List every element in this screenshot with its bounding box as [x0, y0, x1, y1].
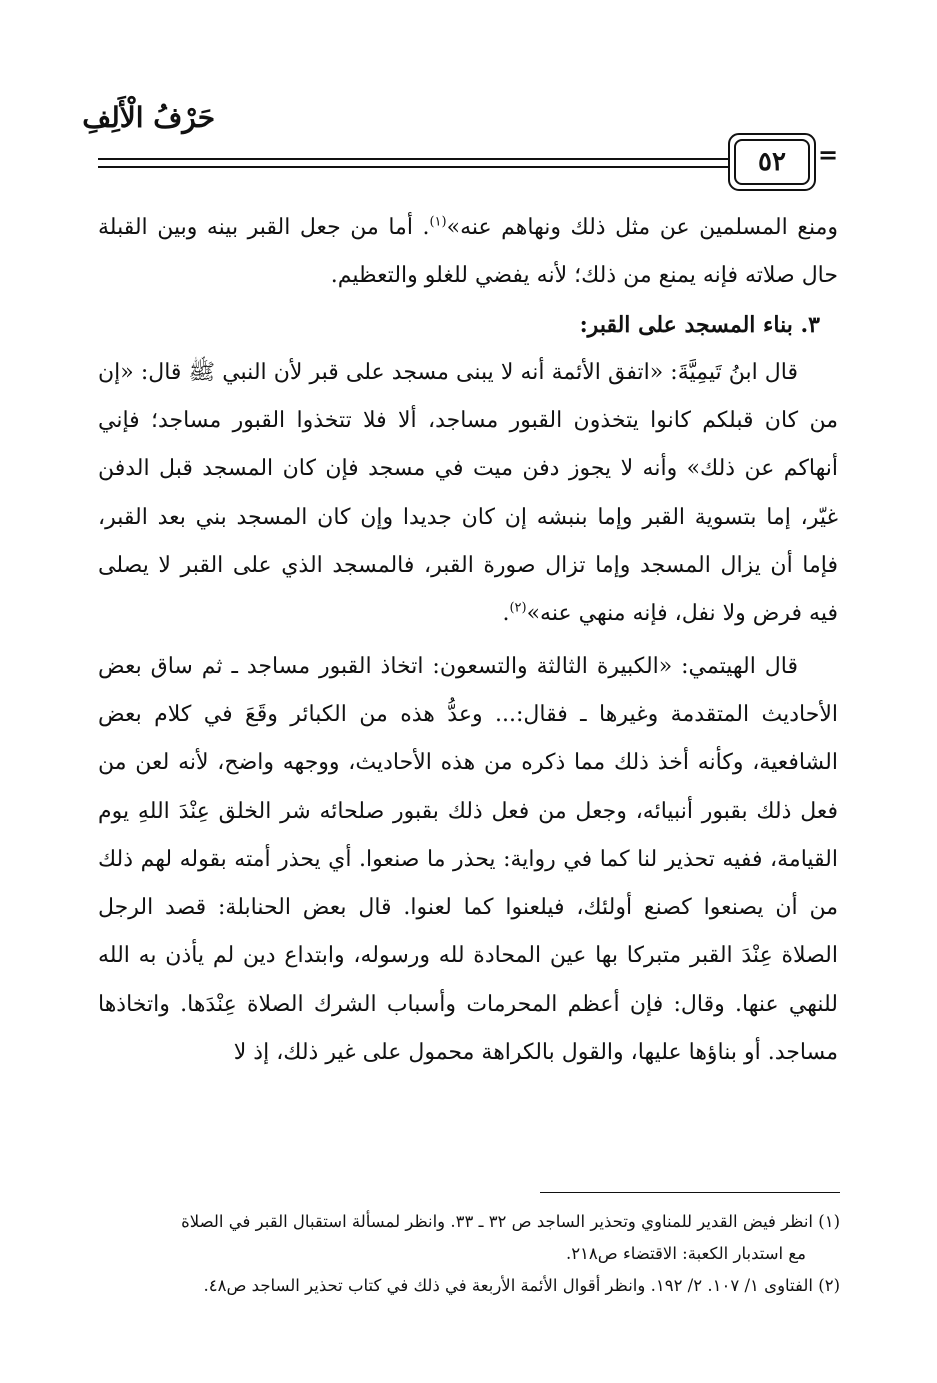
footnote-1: (١) انظر فيض القدير للمناوي وتحذير الساجد ص ٣٢ ـ ٣٣. وانظر لمسألة استقبال القبر في الصلاة: [181, 1212, 840, 1231]
paragraph-2-text: قال ابنُ تَيمِيَّةَ: «اتفق الأئمة أنه لا يبنى مسجد على قبر لأن النبي ﷺ قال: «إن من كان قبلكم كانوا يتخذون القبور مساجد، ألا فلا تتخذوا القبور مساجد؛ فإني أنهاكم عن ذلك» وأنه لا يجوز دفن ميت في مسجد فإن كان المسجد قبل الدفن غيّر، إما بتسوية القبر وإما بنبشه إن كان جديدا وإن كان المسجد بني بعد القبر، فإما أن يزال المسجد وإما تزال صورة القبر، فالمسجد الذي على القبر لا يصلى فيه فرض ولا نفل، فإنه منهي عنه»: [98, 359, 838, 627]
footnotes: [98, 1206, 840, 1302]
header-rule: [98, 158, 729, 168]
paragraph-1-text-b: . أما من جعل القبر بينه وبين القبلة حال صلاته فإنه يمنع من ذلك؛ لأنه يفضي للغلو والتعظيم.: [98, 215, 838, 289]
body-text: [98, 204, 838, 1077]
header-corner-mark: =: [818, 140, 839, 169]
footnote-ref-1[interactable]: (١): [429, 214, 447, 230]
paragraph-3: قال الهيتمي: «الكبيرة الثالثة والتسعون: اتخاذ القبور مساجد ـ ثم ساق بعض الأحاديث المتقدمة وغيرها ـ فقال:... وعدُّ هذه من الكبائر وقَعَ في كلام بعض الشافعية، وكأنه أخذ ذلك مما ذكره من هذه الأحاديث، ووجهه واضح، لأنه لعن من فعل ذلك بقبور أنبيائه، وجعل من فعل ذلك بقبور صلحائه شر الخلق عِنْدَ اللهِ يوم القيامة، ففيه تحذير لنا كما في رواية: يحذر ما صنعوا. أي يحذر أمته بقوله لهم ذلك من أن يصنعوا كصنع أولئك، فيلعنوا كما لعنوا. قال بعض الحنابلة: قصد الرجل الصلاة عِنْدَ القبر متبركا بها عين المحادة لله ورسوله، وابتداع دين لم يأذن به الله للنهي عنها. وقال: فإن أعظم المحرمات وأسباب الشرك الصلاة عِنْدَها. واتخاذها مساجد. أو بناؤها عليها، والقول بالكراهة محمول على غير ذلك، إذ لا: [98, 653, 838, 1066]
paragraph-2-end: .: [502, 601, 510, 627]
running-title: حَرْفُ الْأَلِفِ: [82, 101, 215, 134]
paragraph-1: [98, 204, 838, 301]
paragraph-1-text-a: ومنع المسلمين عن مثل ذلك ونهاهم عنه»: [446, 215, 838, 240]
footnote-ref-2[interactable]: (٢): [509, 601, 527, 617]
page-number: ٥٢: [734, 139, 810, 185]
footnote-2: (٢) الفتاوى ١/ ١٠٧. ٢/ ١٩٢. وانظر أقوال الأئمة الأربعة في ذلك في كتاب تحذير الساجد ص٤٨.: [203, 1276, 840, 1295]
paragraph-2: [98, 349, 838, 639]
section-heading: ٣. بناء المسجد على القبر:: [579, 311, 820, 338]
footnote-rule: [540, 1192, 840, 1193]
footnote-1-continuation: مع استدبار الكعبة: الاقتضاء ص٢١٨.: [565, 1244, 806, 1263]
